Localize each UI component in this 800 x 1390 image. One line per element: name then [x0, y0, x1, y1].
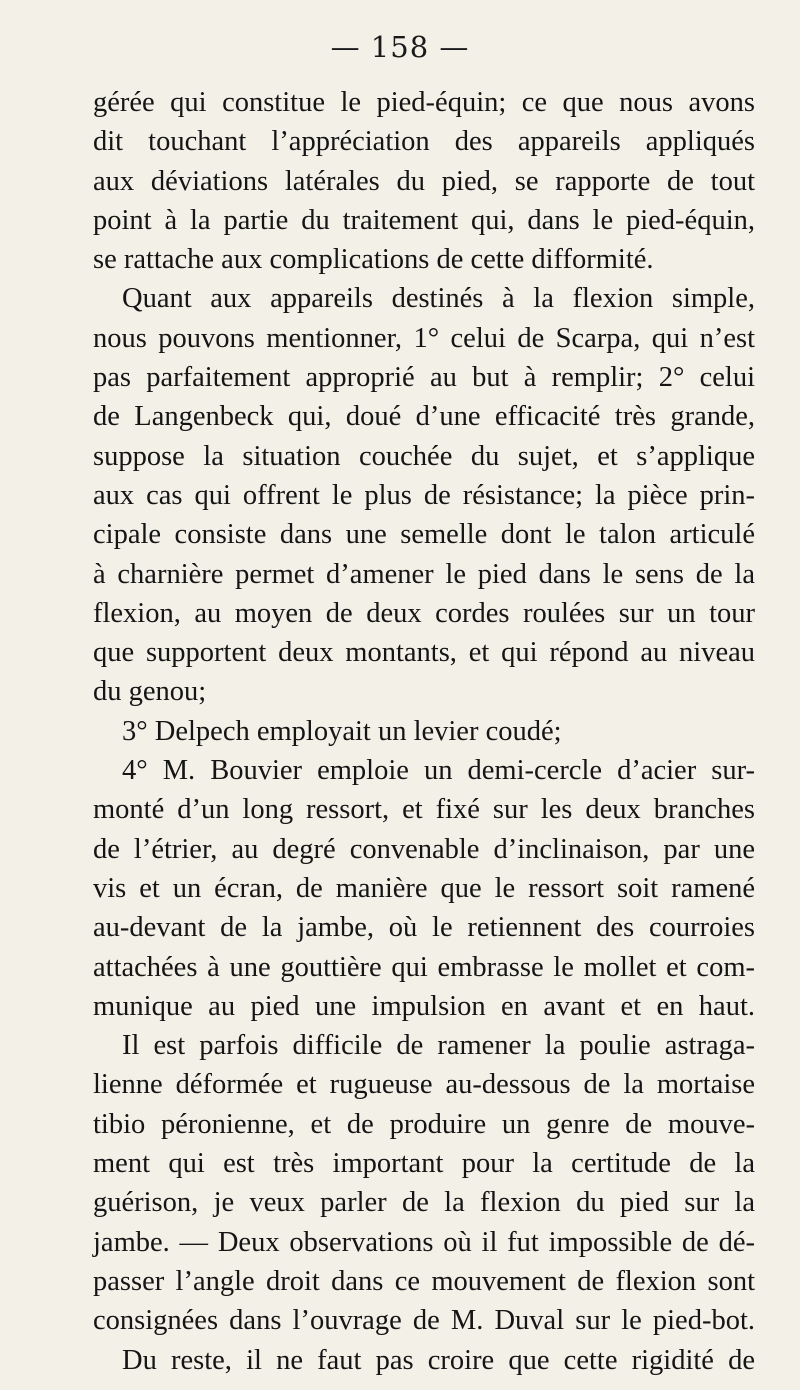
text-line: aux déviations latérales du pied, se rapporte de tout	[93, 165, 755, 197]
text-line: suppose la situation couchée du sujet, et s’applique	[93, 440, 755, 472]
text-line: au-devant de la jambe, où le retiennent des courroies	[93, 912, 755, 944]
text-line: vis et un écran, de manière que le ressort soit ramené	[93, 872, 755, 904]
text-line: Il est parfois difficile de ramener la poulie astraga-	[122, 1030, 755, 1062]
text-line: 4° M. Bouvier emploie un demi-cercle d’acier sur-	[122, 755, 755, 787]
text-line: monté d’un long ressort, et fixé sur les deux branches	[93, 794, 755, 826]
text-line: de l’étrier, au degré convenable d’inclinaison, par une	[93, 833, 755, 865]
text-line: tibio péronienne, et de produire un genre de mouve-	[93, 1108, 755, 1140]
text-line: jambe. — Deux observations où il fut impossible de dé-	[93, 1226, 755, 1258]
body-text	[93, 83, 755, 1380]
text-line: consignées dans l’ouvrage de M. Duval sur le pied-bot.	[93, 1305, 755, 1337]
text-line: attachées à une gouttière qui embrasse le mollet et com-	[93, 951, 755, 983]
text-line: nous pouvons mentionner, 1° celui de Scarpa, qui n’est	[93, 322, 755, 354]
text-line: point à la partie du traitement qui, dans le pied-équin,	[93, 204, 755, 236]
text-line: cipale consiste dans une semelle dont le talon articulé	[93, 519, 755, 551]
text-line: guérison, je veux parler de la flexion du pied sur la	[93, 1187, 755, 1219]
text-line: munique au pied une impulsion en avant et en haut.	[93, 990, 755, 1022]
text-line: de Langenbeck qui, doué d’une efficacité très grande,	[93, 401, 755, 433]
page-number: — 158 —	[330, 30, 470, 64]
text-line: du genou;	[93, 676, 207, 708]
text-line: Quant aux appareils destinés à la flexion simple,	[122, 283, 755, 315]
text-line: ment qui est très important pour la certitude de la	[93, 1148, 755, 1180]
text-line: gérée qui constitue le pied-équin; ce que nous avons	[93, 87, 755, 118]
text-line: pas parfaitement approprié au but à remplir; 2° celui	[93, 362, 755, 394]
text-line: Du reste, il ne faut pas croire que cette rigidité de	[122, 1344, 755, 1376]
text-line: passer l’angle droit dans ce mouvement de flexion sont	[93, 1265, 755, 1297]
text-line: aux cas qui offrent le plus de résistance; la pièce prin-	[93, 479, 755, 511]
text-line: flexion, au moyen de deux cordes roulées sur un tour	[93, 597, 755, 629]
text-line: à charnière permet d’amener le pied dans le sens de la	[93, 558, 755, 590]
text-line: dit touchant l’appréciation des appareils appliqués	[93, 126, 755, 158]
text-line: que supportent deux montants, et qui répond au niveau	[93, 637, 755, 669]
text-line: se rattache aux complications de cette difformité.	[93, 244, 654, 276]
text-line: 3° Delpech employait un levier coudé;	[122, 715, 562, 747]
text-line: lienne déformée et rugueuse au-dessous de la mortaise	[93, 1069, 755, 1101]
